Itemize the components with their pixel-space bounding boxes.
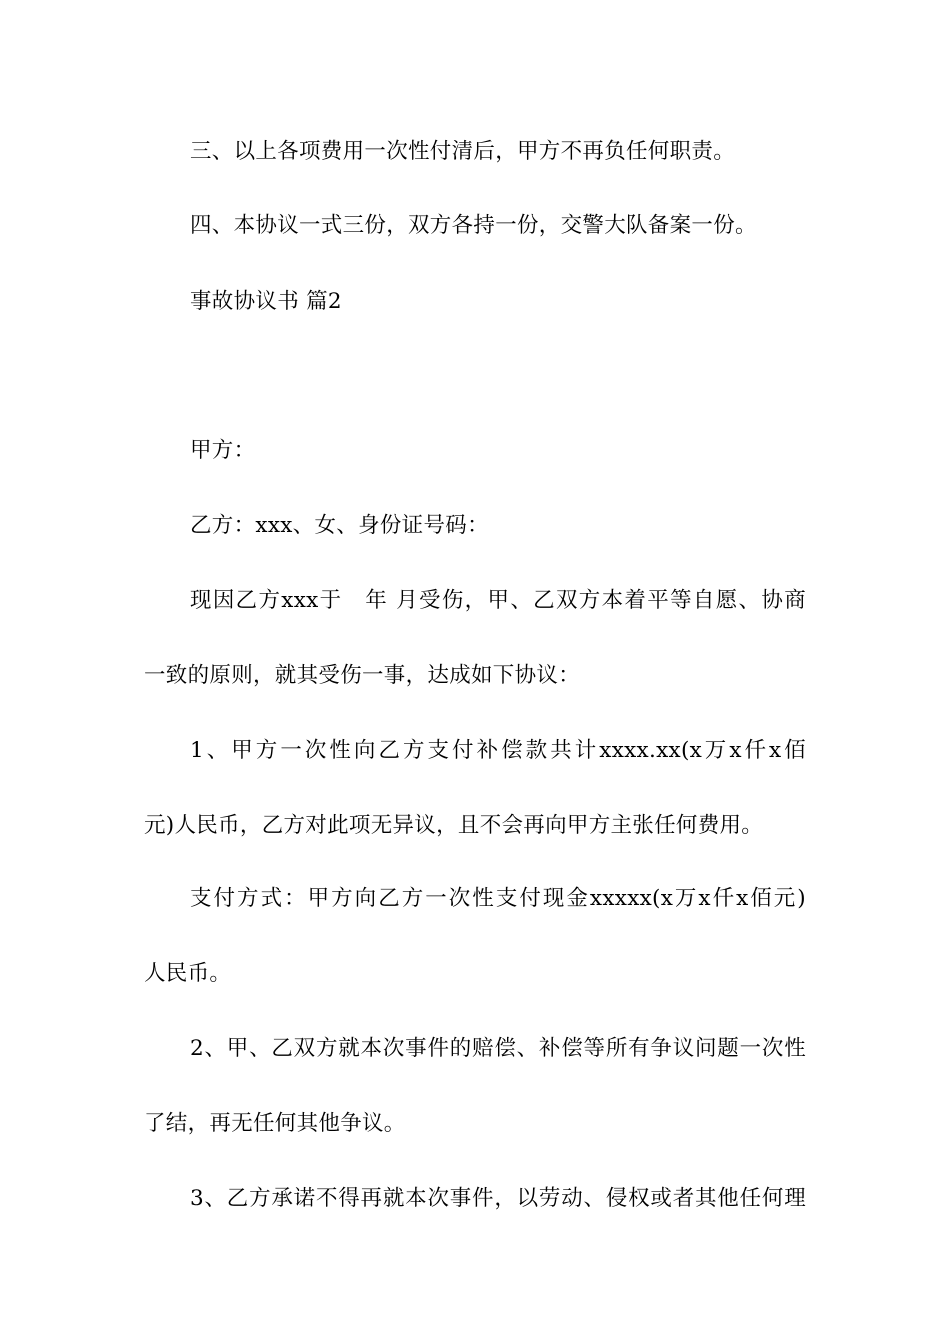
item-1-line-1: 1、甲方一次性向乙方支付补偿款共计xxxx.xx(x万x仟x佰 [190,738,806,763]
item-3-line-1: 3、乙方承诺不得再就本次事件，以劳动、侵权或者其他任何理 [190,1186,806,1211]
preamble-line-1: 现因乙方xxx于 年 月受伤，甲、乙双方本着平等自愿、协商 [190,588,806,613]
clause-4-text: 四、本协议一式三份，双方各持一份，交警大队备案一份。 [190,213,757,238]
payment-method-line-1: 支付方式：甲方向乙方一次性支付现金xxxxx(x万x仟x佰元) [190,886,806,911]
item-1-line-2: 元)人民币，乙方对此项无异议，且不会再向甲方主张任何费用。 [144,813,764,838]
section-heading: 事故协议书 篇2 [190,289,342,314]
clause-3-text: 三、以上各项费用一次性付清后，甲方不再负任何职责。 [190,139,736,164]
item-2-line-1: 2、甲、乙双方就本次事件的赔偿、补偿等所有争议问题一次性 [190,1036,806,1061]
preamble-line-2: 一致的原则，就其受伤一事，达成如下协议： [144,663,581,688]
item-2-line-2: 了结，再无任何其他争议。 [144,1111,406,1136]
payment-method-line-2: 人民币。 [144,961,232,986]
party-a-label: 甲方： [190,438,256,463]
party-b-label: 乙方：xxx、女、身份证号码： [190,513,489,538]
